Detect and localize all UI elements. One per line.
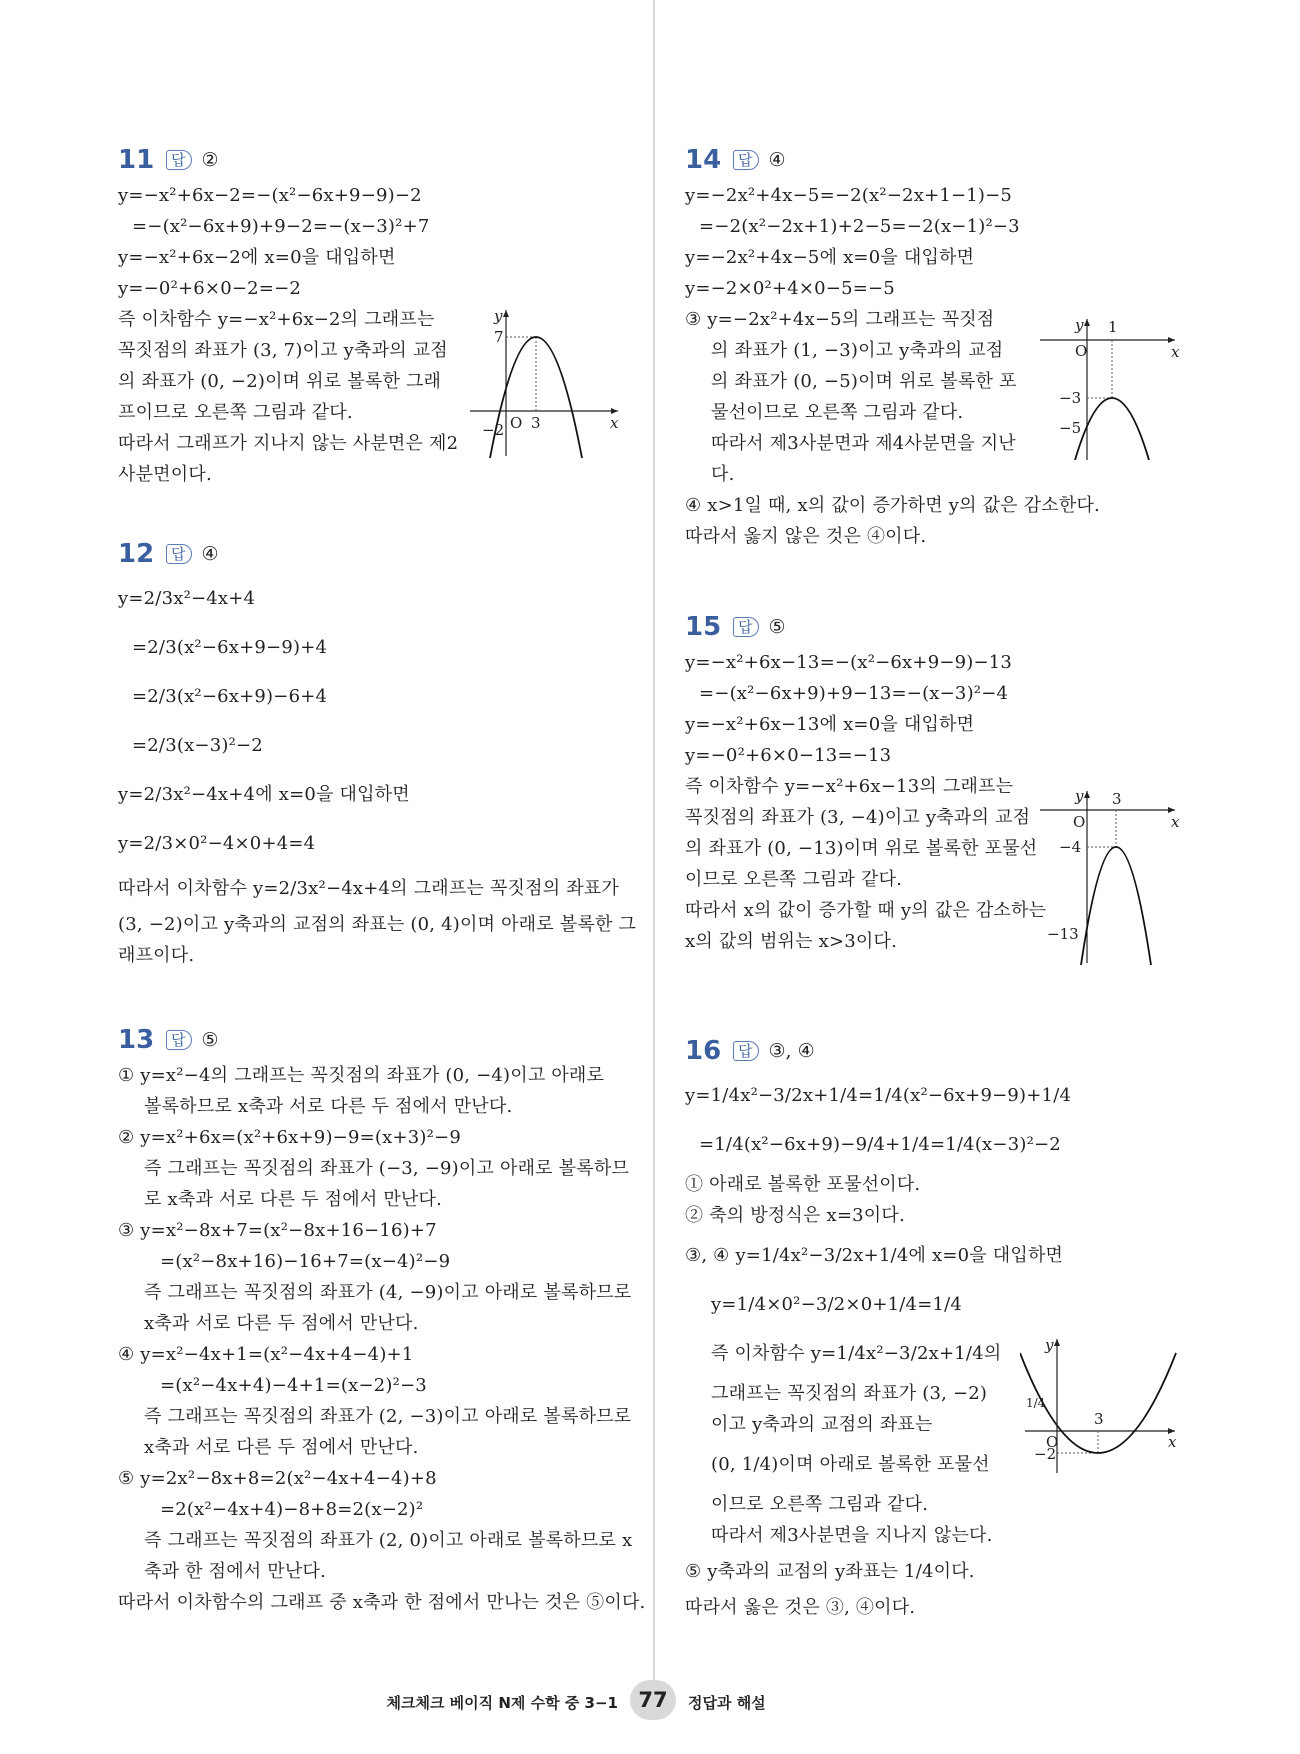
solution-line: 즉 그래프는 꼭짓점의 좌표가 (2, 0)이고 아래로 볼록하므로 x	[144, 1530, 633, 1551]
problem-number: 13	[118, 1025, 155, 1055]
solution-line: y=−x²+6x−13에 x=0을 대입하면	[685, 714, 975, 735]
solution-line: =2/3(x−3)²−2	[132, 735, 263, 756]
y-tick-label: −5	[1059, 419, 1082, 437]
problem-header	[118, 1020, 628, 1060]
solution-line: ④ y=x²−4x+1=(x²−4x+4−4)+1	[118, 1344, 414, 1365]
solution-line: x의 값의 범위는 x>3이다.	[685, 931, 898, 952]
solution-line: 따라서 이차함수 y=2/3x²−4x+4의 그래프는 꼭짓점의 좌표가	[118, 878, 619, 899]
solution-line: y=2/3×0²−4×0+4=4	[118, 833, 316, 854]
solution-line: 이므로 오른쪽 그림과 같다.	[685, 869, 903, 890]
solution-line: 의 좌표가 (0, −13)이며 위로 볼록한 포물선	[685, 838, 1038, 859]
solution-line: 즉 그래프는 꼭짓점의 좌표가 (−3, −9)이고 아래로 볼록하므	[144, 1158, 630, 1179]
y-axis-arrow	[1054, 1339, 1060, 1346]
solution-line: 래프이다.	[118, 945, 195, 966]
answer-choice: ⑤	[768, 616, 786, 638]
solution-line: 의 좌표가 (1, −3)이고 y축과의 교점	[711, 340, 1004, 361]
origin-label: O	[1046, 1433, 1059, 1451]
solution-line: 따라서 제3사분면과 제4사분면을 지난	[711, 433, 1016, 454]
solution-line: =2/3(x²−6x+9−9)+4	[132, 637, 328, 658]
solution-line: 로 x축과 서로 다른 두 점에서 만난다.	[144, 1189, 443, 1210]
solution-line: =(x²−8x+16)−16+7=(x−4)²−9	[160, 1251, 451, 1272]
solution-line: =1/4(x²−6x+9)−9/4+1/4=1/4(x−3)²−2	[699, 1134, 1061, 1155]
solution-line: 꼭짓점의 좌표가 (3, 7)이고 y축과의 교점	[118, 340, 448, 361]
y-axis-arrow	[1084, 791, 1090, 798]
parabola-graph-14	[1035, 315, 1180, 460]
parabola-curve	[1075, 398, 1149, 460]
solution-line: (3, −2)이고 y축과의 교점의 좌표는 (0, 4)이며 아래로 볼록한 그	[118, 914, 637, 935]
y-tick-label: −4	[1059, 838, 1082, 856]
solution-line: 다.	[711, 464, 735, 485]
problem-16	[685, 1031, 1205, 1623]
solution-line: 따라서 옳은 것은 ③, ④이다.	[685, 1597, 916, 1618]
problem-header	[118, 534, 628, 574]
x-axis-label: x	[1171, 813, 1180, 831]
solution-line: 프이므로 오른쪽 그림과 같다.	[118, 402, 353, 423]
problem-number: 16	[685, 1036, 722, 1066]
solution-line: y=−x²+6x−2=−(x²−6x+9−9)−2	[118, 185, 422, 206]
problem-header	[685, 607, 1205, 647]
solution-line: 즉 그래프는 꼭짓점의 좌표가 (4, −9)이고 아래로 볼록하므로	[144, 1282, 632, 1303]
solution-line: 그래프는 꼭짓점의 좌표가 (3, −2)	[711, 1383, 988, 1404]
y-tick-label: 7	[494, 328, 504, 346]
solution-line: ② y=x²+6x=(x²+6x+9)−9=(x+3)²−9	[118, 1127, 461, 1148]
x-tick-label: 3	[531, 414, 541, 432]
solution-line: ① 아래로 볼록한 포물선이다.	[685, 1174, 921, 1195]
solution-line: y=2/3x²−4x+4	[118, 588, 256, 609]
solution-line: 사분면이다.	[118, 464, 212, 485]
solution-line: y=−2x²+4x−5에 x=0을 대입하면	[685, 247, 975, 268]
solution-line: ③ y=x²−8x+7=(x²−8x+16−16)+7	[118, 1220, 437, 1241]
answer-choice: ④	[201, 543, 219, 565]
solution-line: ⑤ y=2x²−8x+8=2(x²−4x+4−4)+8	[118, 1468, 437, 1489]
solution-line: (0, 1/4)이며 아래로 볼록한 포물선	[711, 1454, 990, 1475]
y-tick-label: −2	[1034, 1445, 1057, 1463]
book-title: 체크체크 베이직 N제 수학 중 3−1	[386, 1694, 618, 1712]
y-axis-label: y	[1075, 787, 1084, 805]
solution-line: 따라서 x의 값이 증가할 때 y의 값은 감소하는	[685, 900, 1047, 921]
answer-badge: 답	[166, 544, 192, 564]
problem-number: 11	[118, 145, 155, 175]
page-footer	[0, 1670, 1300, 1730]
solution-line: 볼록하므로 x축과 서로 다른 두 점에서 만난다.	[144, 1096, 513, 1117]
x-tick-label: 3	[1112, 790, 1122, 808]
solution-line: 따라서 그래프가 지나지 않는 사분면은 제2	[118, 433, 459, 454]
parabola-graph-15	[1035, 787, 1180, 965]
solution-line: =−(x²−6x+9)+9−13=−(x−3)²−4	[699, 683, 1009, 704]
solution-line: =2/3(x²−6x+9)−6+4	[132, 686, 328, 707]
x-axis-label: x	[610, 414, 619, 432]
problem-number: 14	[685, 145, 722, 175]
parabola-graph-16	[1020, 1335, 1180, 1475]
problem-header	[118, 140, 628, 180]
solution-line: =(x²−4x+4)−4+1=(x−2)²−3	[160, 1375, 427, 1396]
solution-line: y=−0²+6×0−2=−2	[118, 278, 302, 299]
problem-12	[118, 534, 637, 971]
origin-label: O	[510, 414, 523, 432]
answer-choice: ③, ④	[768, 1040, 815, 1062]
x-axis-label: x	[1171, 343, 1180, 361]
solution-line: y=−2×0²+4×0−5=−5	[685, 278, 895, 299]
x-tick-label: 1	[1108, 318, 1118, 336]
problem-13	[118, 1020, 646, 1618]
answer-badge: 답	[166, 150, 192, 170]
x-axis-label: x	[1168, 1433, 1177, 1451]
solution-line: =−(x²−6x+9)+9−2=−(x−3)²+7	[132, 216, 430, 237]
answer-badge: 답	[733, 1041, 759, 1061]
solution-line: 즉 이차함수 y=−x²+6x−13의 그래프는	[685, 776, 1014, 797]
parabola-curve	[1081, 847, 1151, 965]
problem-header	[685, 1031, 1205, 1071]
page-number: 77	[630, 1680, 676, 1720]
problem-header	[685, 140, 1205, 180]
answer-badge: 답	[733, 150, 759, 170]
y-tick-label: −3	[1059, 389, 1082, 407]
solution-line: 의 좌표가 (0, −2)이며 위로 볼록한 그래	[118, 371, 442, 392]
y-axis-label: y	[1045, 1336, 1054, 1354]
solution-line: ③ y=−2x²+4x−5의 그래프는 꼭짓점	[685, 309, 995, 330]
origin-label: O	[1073, 813, 1086, 831]
solution-line: 따라서 이차함수의 그래프 중 x축과 한 점에서 만나는 것은 ⑤이다.	[118, 1592, 646, 1613]
solution-line: ③, ④ y=1/4x²−3/2x+1/4에 x=0을 대입하면	[685, 1245, 1064, 1266]
y-tick-label: 1/4	[1026, 1396, 1046, 1410]
solution-line: y=2/3x²−4x+4에 x=0을 대입하면	[118, 784, 410, 805]
solution-line: =−2(x²−2x+1)+2−5=−2(x−1)²−3	[699, 216, 1020, 237]
answer-choice: ⑤	[201, 1029, 219, 1051]
solution-line: 따라서 제3사분면을 지나지 않는다.	[711, 1525, 993, 1546]
y-tick-label: −13	[1047, 925, 1079, 943]
answer-badge: 답	[733, 617, 759, 637]
solution-line: 이므로 오른쪽 그림과 같다.	[711, 1494, 929, 1515]
y-tick-label: −2	[482, 421, 505, 439]
y-axis-arrow	[1084, 319, 1090, 326]
y-axis-label: y	[1075, 316, 1084, 334]
y-axis-label: y	[494, 308, 503, 325]
answer-choice: ②	[201, 149, 219, 171]
solution-line: 이고 y축과의 교점의 좌표는	[711, 1414, 933, 1435]
solution-line: 즉 그래프는 꼭짓점의 좌표가 (2, −3)이고 아래로 볼록하므로	[144, 1406, 632, 1427]
solution-line: ④ x>1일 때, x의 값이 증가하면 y의 값은 감소한다.	[685, 495, 1100, 516]
solution-line: ① y=x²−4의 그래프는 꼭짓점의 좌표가 (0, −4)이고 아래로	[118, 1065, 605, 1086]
solution-line: x축과 서로 다른 두 점에서 만난다.	[144, 1437, 419, 1458]
solution-line: =2(x²−4x+4)−8+8=2(x−2)²	[160, 1499, 424, 1520]
column-divider	[653, 0, 655, 1680]
solution-line: 즉 이차함수 y=−x²+6x−2의 그래프는	[118, 309, 435, 330]
solution-line: y=1/4×0²−3/2×0+1/4=1/4	[711, 1294, 963, 1315]
solution-line: y=1/4x²−3/2x+1/4=1/4(x²−6x+9−9)+1/4	[685, 1085, 1072, 1106]
y-axis-arrow	[503, 310, 509, 317]
solution-line: ⑤ y축과의 교점의 y좌표는 1/4이다.	[685, 1561, 975, 1582]
solution-line: y=−0²+6×0−13=−13	[685, 745, 892, 766]
answer-choice: ④	[768, 149, 786, 171]
x-tick-label: 3	[1094, 1410, 1104, 1428]
solution-line: 축과 한 점에서 만난다.	[144, 1561, 326, 1582]
section-title: 정답과 해설	[688, 1694, 766, 1712]
solution-line: 즉 이차함수 y=1/4x²−3/2x+1/4의	[711, 1343, 1002, 1364]
problem-number: 12	[118, 539, 155, 569]
solution-line: y=−2x²+4x−5=−2(x²−2x+1−1)−5	[685, 185, 1013, 206]
parabola-graph-11	[470, 308, 620, 458]
solution-line: ② 축의 방정식은 x=3이다.	[685, 1205, 905, 1226]
solution-line: y=−x²+6x−13=−(x²−6x+9−9)−13	[685, 652, 1013, 673]
solution-line: y=−x²+6x−2에 x=0을 대입하면	[118, 247, 396, 268]
solution-line: 꼭짓점의 좌표가 (3, −4)이고 y축과의 교점	[685, 807, 1031, 828]
problem-number: 15	[685, 612, 722, 642]
origin-label: O	[1075, 342, 1088, 360]
answer-badge: 답	[166, 1030, 192, 1050]
solution-line: x축과 서로 다른 두 점에서 만난다.	[144, 1313, 419, 1334]
solution-line: 따라서 옳지 않은 것은 ④이다.	[685, 526, 927, 547]
solution-line: 물선이므로 오른쪽 그림과 같다.	[711, 402, 964, 423]
solution-line: 의 좌표가 (0, −5)이며 위로 볼록한 포	[711, 371, 1017, 392]
